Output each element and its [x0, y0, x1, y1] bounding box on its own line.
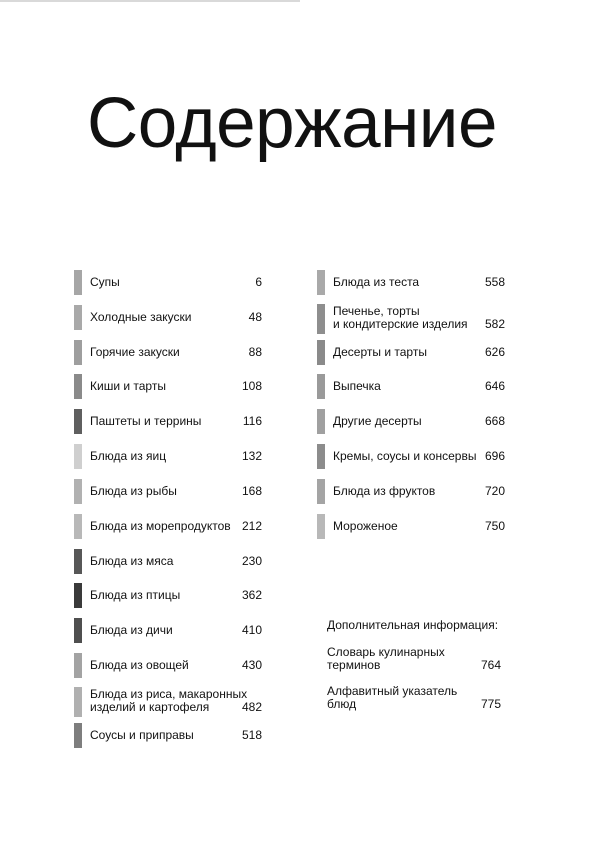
section-color-marker: [74, 340, 82, 365]
section-color-marker: [74, 549, 82, 574]
entry-label: Блюда из морепродуктов: [90, 519, 231, 533]
entry-page-number: 48: [248, 310, 262, 324]
section-color-marker: [74, 444, 82, 469]
entry-page-number: 410: [241, 623, 262, 637]
entry-page-number: 168: [241, 484, 262, 498]
entry-page-number: 430: [241, 658, 262, 672]
section-color-marker: [74, 723, 82, 748]
entry-page-number: 88: [248, 345, 262, 359]
entry-page-number: 558: [484, 275, 505, 289]
entry-label: Другие десерты: [333, 414, 422, 428]
entry-label: Паштеты и террины: [90, 414, 202, 428]
entry-page-number: 116: [242, 414, 262, 428]
entry-label: Алфавитный указатель блюд: [327, 684, 458, 711]
entry-label: Блюда из птицы: [90, 588, 181, 602]
entry-label: Кремы, соусы и консервы: [333, 449, 477, 463]
entry-page-number: 482: [241, 700, 262, 714]
entry-label: Супы: [90, 275, 120, 289]
entry-label: Блюда из яиц: [90, 449, 167, 463]
entry-page-number: 582: [484, 317, 505, 331]
page-title: Содержание: [87, 84, 497, 163]
entry-label: Холодные закуски: [90, 310, 192, 324]
section-color-marker: [74, 479, 82, 504]
section-color-marker: [317, 270, 325, 295]
entry-page-number: 6: [255, 275, 262, 289]
entry-page-number: 750: [484, 519, 505, 533]
entry-page-number: 230: [241, 554, 262, 568]
section-color-marker: [317, 514, 325, 539]
section-color-marker: [74, 374, 82, 399]
entry-page-number: 626: [484, 345, 505, 359]
entry-label: Блюда из мяса: [90, 554, 174, 568]
entry-label: Блюда из теста: [333, 275, 420, 289]
section-color-marker: [74, 409, 82, 434]
section-color-marker: [317, 444, 325, 469]
section-color-marker: [317, 374, 325, 399]
entry-label: Печенье, торты и кондитерские изделия: [333, 304, 468, 331]
entry-page-number: 212: [241, 519, 262, 533]
entry-label: Блюда из риса, макаронных изделий и картофеля: [90, 687, 248, 714]
entry-label: Десерты и тарты: [333, 345, 427, 359]
entry-page-number: 668: [484, 414, 505, 428]
entry-label: Выпечка: [333, 379, 381, 393]
entry-page-number: 646: [484, 379, 505, 393]
entry-page-number: 696: [484, 449, 505, 463]
section-color-marker: [74, 270, 82, 295]
entry-page-number: 775: [480, 697, 501, 711]
section-color-marker: [74, 618, 82, 643]
entry-label: Соусы и приправы: [90, 728, 194, 742]
entry-page-number: 720: [484, 484, 505, 498]
entry-label: Киши и тарты: [90, 379, 166, 393]
entry-page-number: 518: [241, 728, 262, 742]
entry-label: Мороженое: [333, 519, 398, 533]
entry-label: Горячие закуски: [90, 345, 180, 359]
section-color-marker: [74, 583, 82, 608]
section-color-marker: [317, 304, 325, 334]
additional-info-heading: Дополнительная информация:: [327, 618, 499, 632]
section-color-marker: [74, 687, 82, 717]
entry-page-number: 132: [241, 449, 262, 463]
entry-page-number: 362: [241, 588, 262, 602]
section-color-marker: [74, 305, 82, 330]
section-color-marker: [317, 340, 325, 365]
entry-label: Блюда из рыбы: [90, 484, 177, 498]
section-color-marker: [74, 653, 82, 678]
entry-label: Блюда из фруктов: [333, 484, 436, 498]
section-color-marker: [74, 514, 82, 539]
entry-label: Словарь кулинарных терминов: [327, 645, 445, 672]
entry-label: Блюда из овощей: [90, 658, 189, 672]
section-color-marker: [317, 409, 325, 434]
entry-label: Блюда из дичи: [90, 623, 173, 637]
top-rule: [0, 0, 300, 2]
section-color-marker: [317, 479, 325, 504]
entry-page-number: 108: [241, 379, 262, 393]
entry-page-number: 764: [480, 658, 501, 672]
